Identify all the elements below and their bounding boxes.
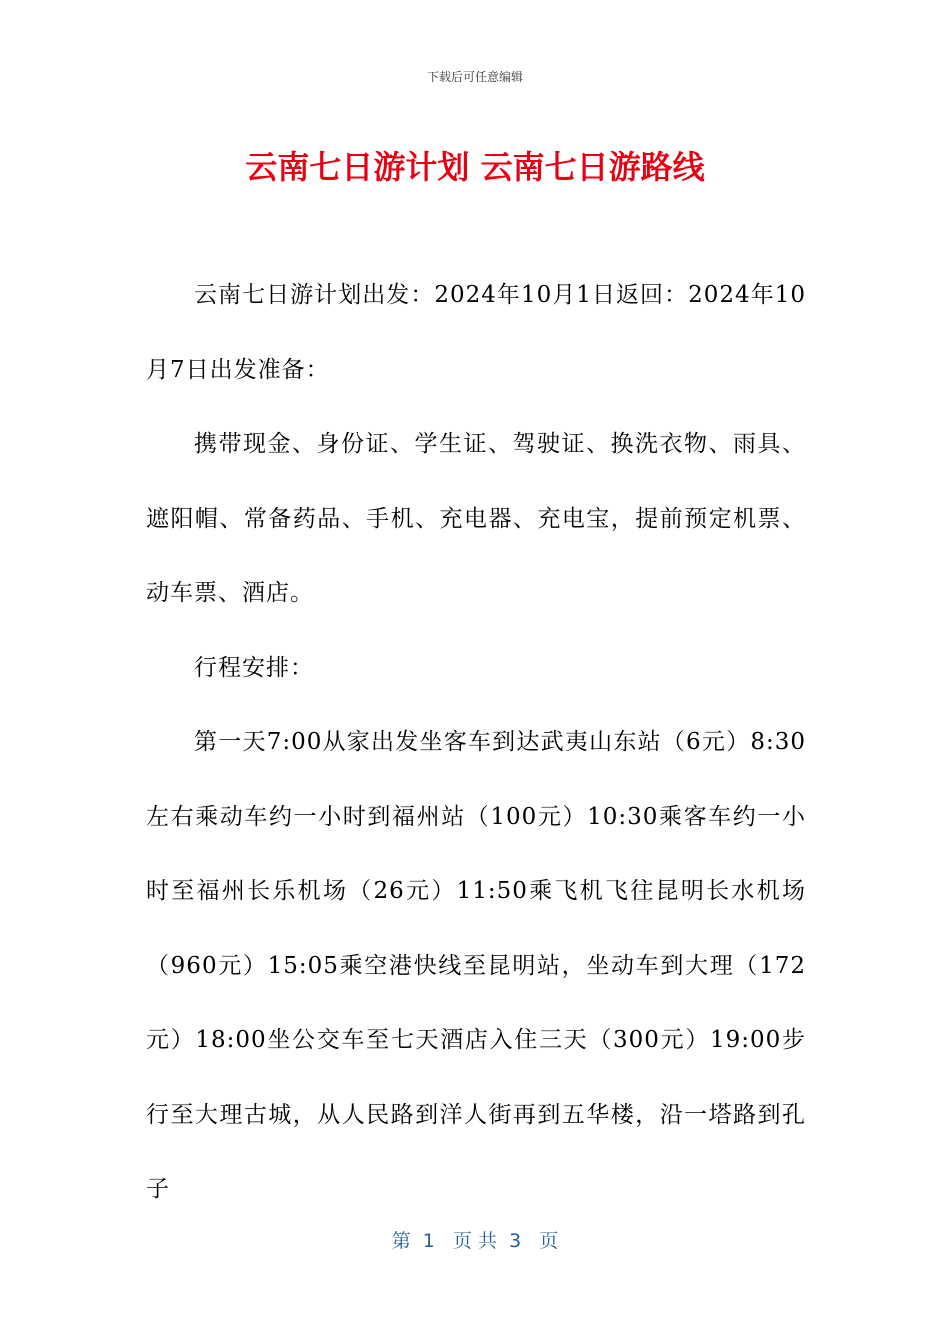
page-footer: 第 1 页 共 3 页 [391,1230,559,1252]
document-body [146,258,806,1227]
page-title: 云南七日游计划 云南七日游路线 [245,148,705,186]
paragraph-packing: 携带现金、身份证、学生证、驾驶证、换洗衣物、雨具、遮阳帽、常备药品、手机、充电器、充电宝，提前预定机票、动车票、酒店。 [146,431,806,606]
paragraph-departure: 云南七日游计划出发：2024年10月1日返回：2024年10月7日出发准备： [146,282,806,383]
paragraph-day-one: 第一天7:00从家出发坐客车到达武夷山东站（6元）8:30左右乘动车约一小时到福州站（100元）10:30乘客车约一小时至福州长乐机场（26元）11:50乘飞机飞往昆明长水机场（960元）15:05乘空港快线至昆明站，坐动车到大理（172元）18:00坐公交车至七天酒店入住三天（300元）19:00步行至大理古城，从人民路到洋人街再到五华楼，沿一塔路到孔子 [146,729,806,1202]
paragraph-itinerary-heading: 行程安排： [194,654,314,681]
header-note: 下载后可任意编辑 [426,70,523,84]
